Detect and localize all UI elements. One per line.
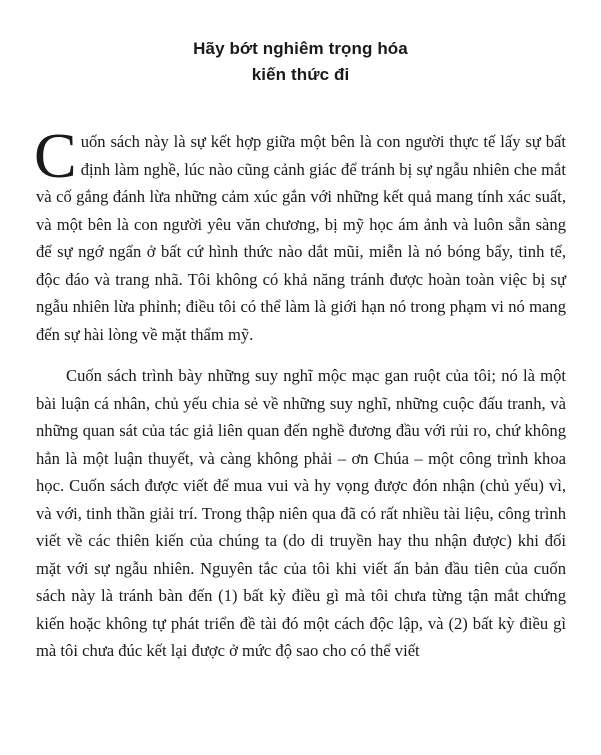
drop-cap: C [34,120,77,191]
chapter-heading [0,36,601,88]
heading-line-1: Hãy bớt nghiêm trọng hóa [193,39,408,58]
paragraph-1-text: uốn sách này là sự kết hợp giữa một bên là con người thực tế lấy sự bất định làm nghề, lúc nào cũng cảnh giác để tránh bị sự ngẫu nhiên che mắt và cố gắng đánh lừa những cảm xúc gắn với những kết quả mang tính xác suất, và một bên là con người yêu văn chương, bị mỹ học ám ảnh và luôn sẵn sàng để sự ngớ ngẩn ở bất cứ hình thức nào dắt mũi, miễn là nó bóng bẩy, tinh tế, độc đáo và trang nhã. Tôi không có khả năng tránh được hoàn toàn việc bị sự ngẫu nhiên lừa phỉnh; điều tôi có thể làm là giới hạn nó trong phạm vi nó mang đến sự hài lòng về mặt thẩm mỹ. [36,132,566,344]
paragraph-2: Cuốn sách trình bày những suy nghĩ mộc mạc gan ruột của tôi; nó là một bài luận cá nhân, chủ yếu chia sẻ về những suy nghĩ, những cuộc đấu tranh, và những quan sát của tác giả liên quan đến nghề đương đầu với rủi ro, chứ không hẳn là một luận thuyết, và càng không phải – ơn Chúa – một công trình khoa học. Cuốn sách được viết để mua vui và hy vọng được đón nhận (chủ yếu) vì, và với, tinh thần giải trí. Trong thập niên qua đã có rất nhiều tài liệu, công trình viết về các thiên kiến của chúng ta (do di truyền hay thu nhận được) khi đối mặt với sự ngẫu nhiên. Nguyên tắc của tôi khi viết ấn bản đầu tiên của cuốn sách này là tránh bàn đến (1) bất kỳ điều gì mà tôi chưa từng tận mắt chứng kiến hoặc không tự phát triển đề tài đó một cách độc lập, và (2) bất kỳ điều gì mà tôi chưa đúc kết lại được ở mức độ sao cho có thể viết [36,366,566,660]
heading-line-2: kiến thức đi [251,65,350,84]
body-text [34,120,566,665]
paragraph-1 [34,120,566,348]
